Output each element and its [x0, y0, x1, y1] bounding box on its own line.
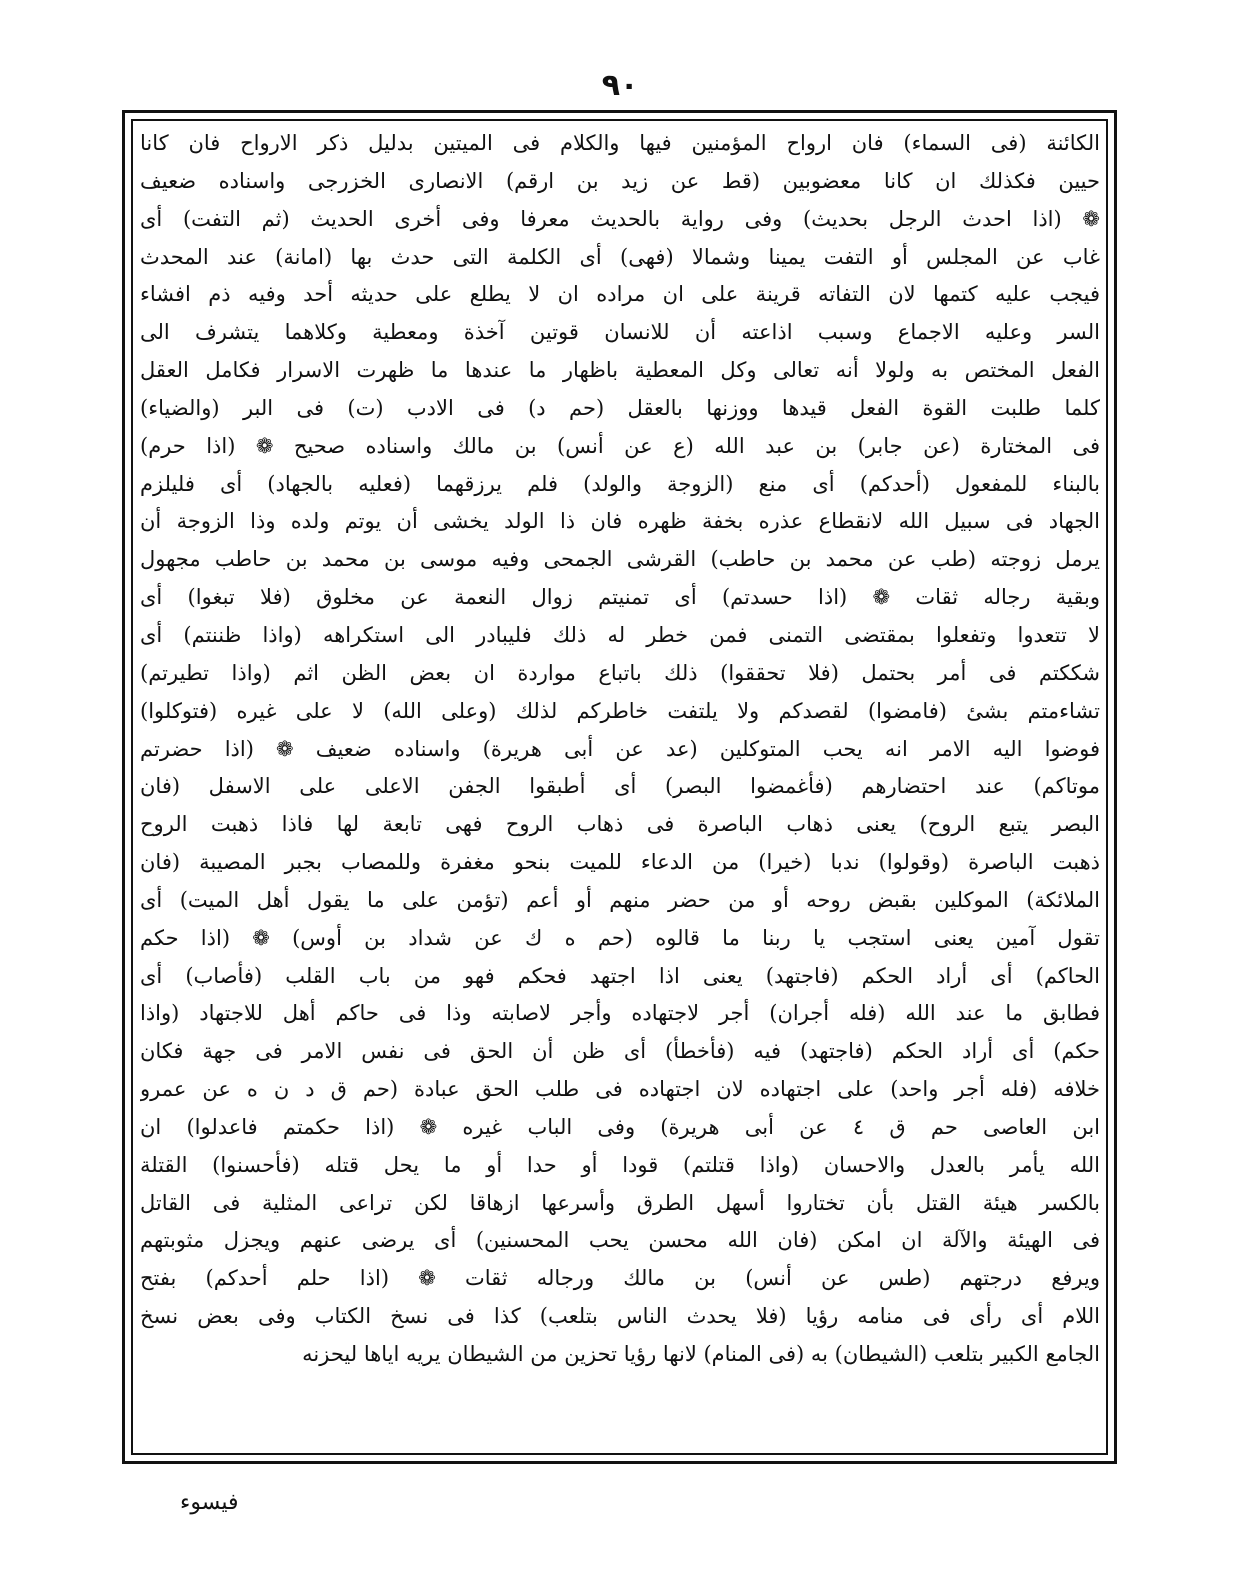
text-line: تقول آمين يعنى استجب يا ربنا ما قالوه (حم ه ك عن شداد بن أوس) ❁ (اذا حكم: [140, 925, 1100, 950]
text-line: وبقية رجاله ثقات ❁ (اذا حسدتم) أى تمنيتم زوال النعمة عن مخلوق (فلا تبغوا) أى: [140, 585, 1100, 610]
text-line: فيجب عليه كتمها لان التفاته قرينة على ان مراده ان لا يطلع على حديثه أحد وفيه ذم افشاء: [140, 282, 1100, 307]
text-line: الجامع الكبير بتلعب (الشيطان) به (فى المنام) لانها رؤيا تحزين من الشيطان يريه اياها ليحزنه: [302, 1342, 1100, 1366]
text-line: الحاكم) أى أراد الحكم (فاجتهد) يعنى اذا اجتهد فحكم فهو من باب القلب (فأصاب) أى: [140, 963, 1100, 988]
text-line: بالبناء للمفعول (أحدكم) أى منع (الزوجة والولد) فلم يرزقهما (فعليه بالجهاد) أى فليلزم: [140, 471, 1100, 496]
text-line: الملائكة) الموكلين بقبض روحه أو من حضر منهم أو أعم (تؤمن على ما يقول أهل الميت) أى: [140, 887, 1100, 912]
text-line: السر وعليه الاجماع وسبب اذاعته أن للانسان قوتين آخذة ومعطية وكلاهما يتشرف الى: [140, 320, 1100, 345]
text-line: اللام أى رأى فى منامه رؤيا (فلا يحدث الناس بتلعب) كذا فى نسخ الكتاب وفى بعض نسخ: [140, 1304, 1100, 1329]
text-line: كلما طلبت القوة الفعل قيدها ووزنها بالعقل (حم د) فى الادب (ت) فى البر (والضياء): [140, 395, 1100, 420]
body-text: [140, 125, 1100, 1450]
text-line: موتاكم) عند احتضارهم (فأغمضوا البصر) أى أطبقوا الجفن الاعلى على الاسفل (فان: [140, 774, 1100, 799]
text-line: حيين فكذلك ان كانا معضوبين (قط عن زيد بن ارقم) الانصارى الخزرجى واسناده ضعيف: [140, 168, 1100, 193]
text-line: غاب عن المجلس أو التفت يمينا وشمالا (فهى) أى الكلمة التى حدث بها (امانة) عند المحدث: [140, 244, 1100, 269]
page-number: ٩٠: [601, 68, 639, 103]
text-line: خلافه (فله أجر واحد) على اجتهاده لان اجتهاده فى طلب الحق عبادة (حم ق د ن ه عن عمرو: [140, 1077, 1100, 1102]
text-line: فى الهيئة والآلة ان امكن (فان الله محسن يحب المحسنين) أى يرضى عنهم ويجزل مثوبتهم: [140, 1228, 1100, 1253]
text-line: ذهبت الباصرة (وقولوا) ندبا (خيرا) من الدعاء للميت بنحو مغفرة وللمصاب بجبر المصيبة (فان: [140, 850, 1100, 875]
text-line: الكائنة (فى السماء) فان ارواح المؤمنين فيها والكلام فى الميتين بدليل ذكر الارواح فان كانا: [140, 131, 1100, 155]
text-line: الله يأمر بالعدل والاحسان (واذا قتلتم) قودا أو حدا أو ما يحل قتله (فأحسنوا) القتلة: [140, 1152, 1100, 1177]
text-line: البصر يتبع الروح) يعنى ذهاب الباصرة فى ذهاب الروح فهى تابعة لها فاذا ذهبت الروح: [140, 812, 1100, 837]
text-line: فى المختارة (عن جابر) بن عبد الله (ع عن أنس) بن مالك واسناده صحيح ❁ (اذا حرم): [140, 433, 1100, 458]
text-line: يرمل زوجته (طب عن محمد بن حاطب) القرشى الجمحى وفيه موسى بن محمد بن حاطب مجهول: [140, 547, 1100, 572]
text-line: شككتم فى أمر بحتمل (فلا تحققوا) ذلك باتباع مواردة ان بعض الظن اثم (واذا تطيرتم): [140, 660, 1100, 685]
text-line: بالكسر هيئة القتل بأن تختاروا أسهل الطرق وأسرعها ازهاقا لكن تراعى المثلية فى القاتل: [140, 1190, 1100, 1215]
text-line: الجهاد فى سبيل الله لانقطاع عذره بخفة ظهره فان ذا الولد يخشى أن يوتم ولده وذا الزوجة أن: [140, 509, 1100, 534]
text-line: ❁ (اذا احدث الرجل بحديث) وفى رواية بالحديث معرفا وفى أخرى الحديث (ثم التفت) أى: [140, 206, 1100, 231]
catchword: فيسوء: [180, 1490, 239, 1515]
text-line: فوضوا اليه الامر انه يحب المتوكلين (عد عن أبى هريرة) واسناده ضعيف ❁ (اذا حضرتم: [140, 736, 1100, 761]
text-line: ابن العاصى حم ق ٤ عن أبى هريرة) وفى الباب غيره ❁ (اذا حكمتم فاعدلوا) ان: [140, 1114, 1100, 1139]
text-line: ويرفع درجتهم (طس عن أنس) بن مالك ورجاله ثقات ❁ (اذا حلم أحدكم) بفتح: [140, 1266, 1100, 1291]
text-line: تشاءمتم بشئ (فامضوا) لقصدكم ولا يلتفت خاطركم لذلك (وعلى الله) لا على غيره (فتوكلوا): [140, 698, 1100, 723]
text-line: الفعل المختص به ولولا أنه تعالى وكل المعطية باظهار ما عندها ما ظهرت الاسرار فكامل العقل: [140, 358, 1100, 383]
text-line: لا تتعدوا وتفعلوا بمقتضى التمنى فمن خطر له ذلك فليبادر الى استكراهه (واذا ظننتم) أى: [140, 622, 1100, 647]
text-line: حكم) أى أراد الحكم (فاجتهد) فيه (فأخطأ) أى ظن أن الحق فى نفس الامر فى جهة فكان: [140, 1039, 1100, 1064]
text-line: فطابق ما عند الله (فله أجران) أجر لاجتهاده وأجر لاصابته وذا فى حاكم أهل للاجتهاد (واذا: [140, 1001, 1100, 1026]
